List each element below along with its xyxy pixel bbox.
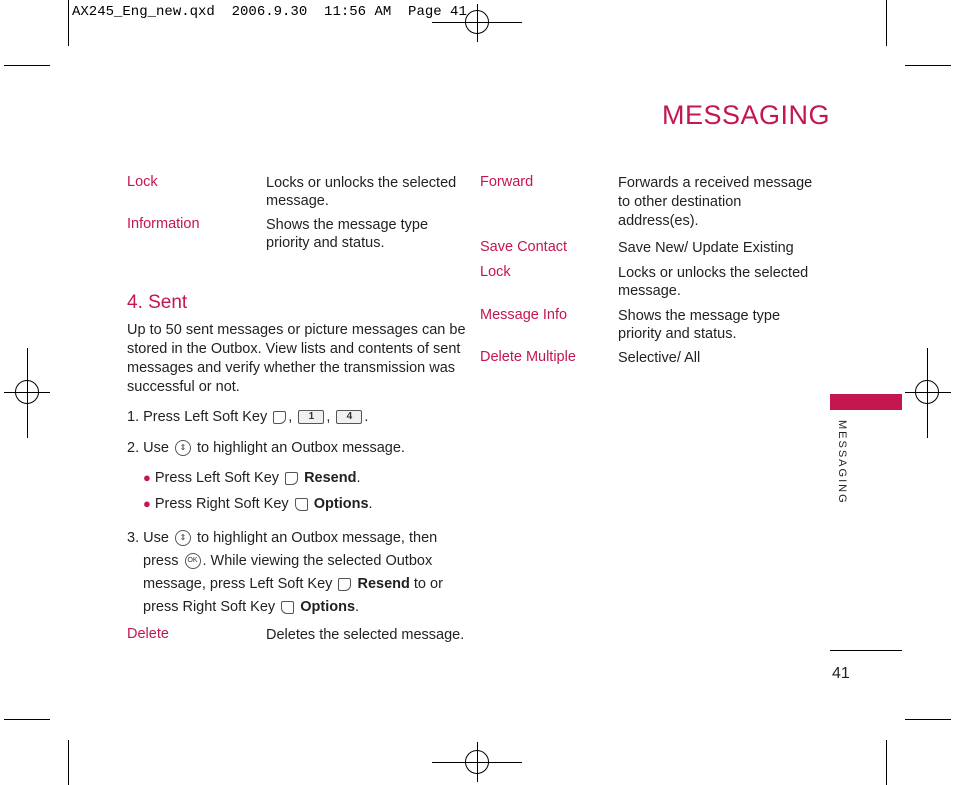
crop-mark bbox=[886, 740, 887, 785]
page-number: 41 bbox=[832, 665, 850, 682]
term-information-description: Shows the message type priority and status. bbox=[266, 217, 429, 251]
registration-circle bbox=[15, 380, 39, 404]
term-save-contact-description: Save New/ Update Existing bbox=[618, 240, 794, 256]
term-lock-right: Lock bbox=[480, 264, 511, 280]
term-information: Information bbox=[127, 216, 200, 232]
term-delete-multiple-description: Selective/ All bbox=[618, 350, 701, 366]
bullet-options: ● Press Right Soft Key Options. bbox=[143, 496, 373, 512]
bullet-resend: ● Press Left Soft Key Resend. bbox=[143, 470, 361, 486]
side-tab-label: MESSAGING bbox=[836, 420, 848, 505]
print-slug: AX245_Eng_new.qxd 2006.9.30 11:56 AM Page 41 bbox=[72, 4, 467, 20]
term-save-contact: Save Contact bbox=[480, 239, 568, 255]
step-1: 1. Press Left Soft Key , 1 , 4 . bbox=[127, 409, 369, 425]
right-soft-key-icon bbox=[295, 498, 308, 511]
crop-mark bbox=[886, 0, 887, 46]
registration-circle bbox=[465, 10, 489, 34]
navigation-key-icon: ⇕ bbox=[175, 530, 191, 546]
term-delete-description: Deletes the selected message. bbox=[266, 627, 465, 643]
key-1-icon: 1 bbox=[298, 410, 324, 424]
ok-key-icon: OK bbox=[185, 553, 201, 569]
term-lock: Lock bbox=[127, 174, 158, 190]
step-2: 2. Use ⇕ to highlight an Outbox message. bbox=[127, 440, 405, 456]
left-soft-key-icon bbox=[338, 578, 351, 591]
left-soft-key-icon bbox=[285, 472, 298, 485]
crop-mark bbox=[4, 719, 50, 720]
term-message-info-description: Shows the message type priority and status. bbox=[618, 308, 781, 342]
crop-mark bbox=[905, 719, 951, 720]
term-message-info: Message Info bbox=[480, 307, 568, 323]
step-3: 3. Use ⇕ to highlight an Outbox message, then press OK . While viewing the selected Outbox message, press Left Soft Key Resend to or press Right Soft Key Options. bbox=[127, 530, 443, 615]
crop-mark bbox=[68, 0, 69, 46]
crop-mark bbox=[905, 65, 951, 66]
crop-mark bbox=[68, 740, 69, 785]
sent-intro: Up to 50 sent messages or picture messages can be stored in the Outbox. View lists and contents of sent messages and verify whether the transmission was successful or not. bbox=[127, 322, 466, 395]
registration-circle bbox=[915, 380, 939, 404]
crop-mark bbox=[4, 65, 50, 66]
registration-circle bbox=[465, 750, 489, 774]
term-lock-description: Locks or unlocks the selected message. bbox=[266, 175, 457, 209]
bullet-icon: ● bbox=[143, 470, 151, 485]
term-delete: Delete bbox=[127, 626, 169, 642]
left-soft-key-icon bbox=[273, 411, 286, 424]
bullet-icon: ● bbox=[143, 496, 151, 511]
navigation-key-icon: ⇕ bbox=[175, 440, 191, 456]
term-forward-description: Forwards a received message to other destination address(es). bbox=[618, 175, 813, 229]
term-lock-right-description: Locks or unlocks the selected message. bbox=[618, 265, 809, 299]
term-delete-multiple: Delete Multiple bbox=[480, 349, 576, 365]
section-title: MESSAGING bbox=[661, 100, 830, 130]
term-forward: Forward bbox=[480, 174, 534, 190]
page-number-rule bbox=[830, 650, 902, 651]
key-4-icon: 4 bbox=[336, 410, 362, 424]
sent-heading: 4. Sent bbox=[127, 292, 188, 313]
section-tab-bar bbox=[830, 394, 902, 410]
right-soft-key-icon bbox=[281, 601, 294, 614]
